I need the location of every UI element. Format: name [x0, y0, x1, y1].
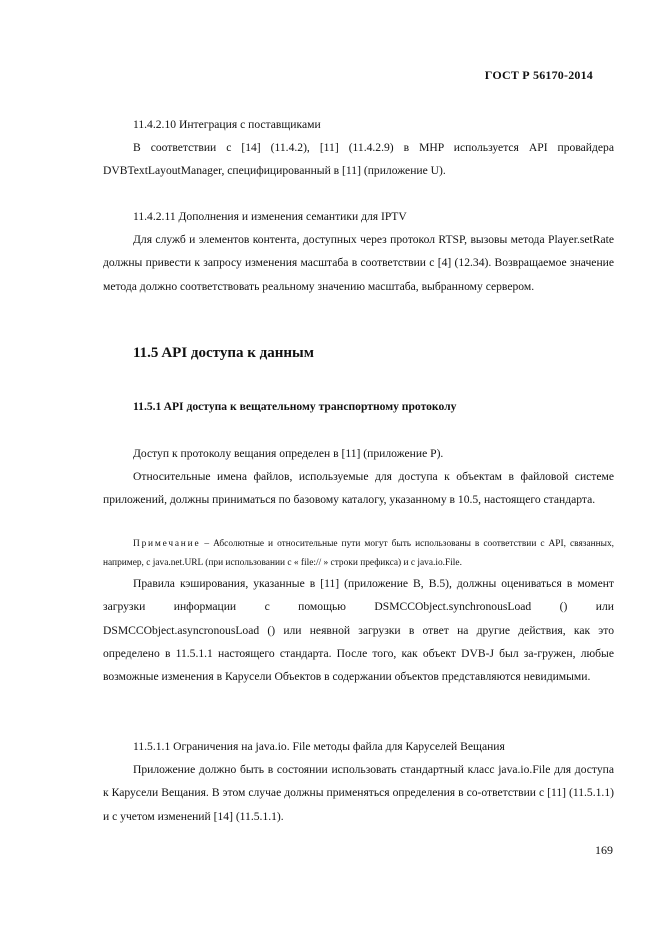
note-block: [103, 535, 614, 573]
standard-header: ГОСТ Р 56170-2014: [484, 68, 593, 82]
section-11-4-2-10-title: 11.4.2.10 Интеграция с поставщиками: [133, 118, 321, 131]
note-text: – Абсолютные и относительные пути могут быть использованы в соответствии с API, связанных, например, с java.net.URL (при использовании с « file:// » строки префикса) и с java.io.File.: [103, 539, 614, 568]
section-11-5-1-1-paragraph: Приложение должно быть в состоянии использовать стандартный класс java.io.File для доступа к Карусели Вещания. В этом случае должны применяться определения в со-ответствии с [11] (11.5.1.1) и с учетом изменений [14] (11.5.1.1).: [103, 763, 614, 823]
note-label: Примечание: [133, 539, 201, 549]
section-11-5-1-paragraph-3: Правила кэширования, указанные в [11] (приложение B, B.5), должны оцениваться в момент загрузки информации с помощью DSMCCObject.synchronousLoad () или DSMCCObject.asyncronousLoad () или неявной загрузки в ответ на другие действия, как это определено в 11.5.1.1 настоящего стандарта. После того, как объект DVB-J был за-гружен, любые возможные изменения в Карусели Объектов в содержании объектов представляются невидимыми.: [103, 577, 614, 684]
section-11-4-2-11-title: 11.4.2.11 Дополнения и изменения семантики для IPTV: [133, 210, 407, 223]
section-11-5-1-1-title: 11.5.1.1 Ограничения на java.io. File методы файла для Каруселей Вещания: [133, 740, 505, 753]
page-number: 169: [595, 843, 613, 857]
section-11-5-1-paragraph-2: Относительные имена файлов, используемые для доступа к объектам в файловой системе приложений, должны приниматься по базовому каталогу, указанному в 10.5, настоящего стандарта.: [103, 470, 614, 507]
section-11-5-1-heading: 11.5.1 API доступа к вещательному транспортному протоколу: [133, 400, 457, 413]
section-11-4-2-11-paragraph: Для служб и элементов контента, доступных через протокол RTSP, вызовы метода Player.setRate должны привести к запросу изменения масштаба в соответствии с [4] (12.34). Возвращаемое значение метода должно соответствовать реальному значению масштаба, выбранному сервером.: [103, 233, 614, 293]
section-11-4-2-10-paragraph: В соответствии с [14] (11.4.2), [11] (11.4.2.9) в MHP используется API провайдера DVBTextLayoutManager, специфицированный в [11] (приложение U).: [103, 141, 614, 178]
section-11-5-heading: 11.5 API доступа к данным: [133, 345, 314, 361]
section-11-5-1-paragraph-1: Доступ к протоколу вещания определен в [11] (приложение P).: [133, 447, 444, 460]
